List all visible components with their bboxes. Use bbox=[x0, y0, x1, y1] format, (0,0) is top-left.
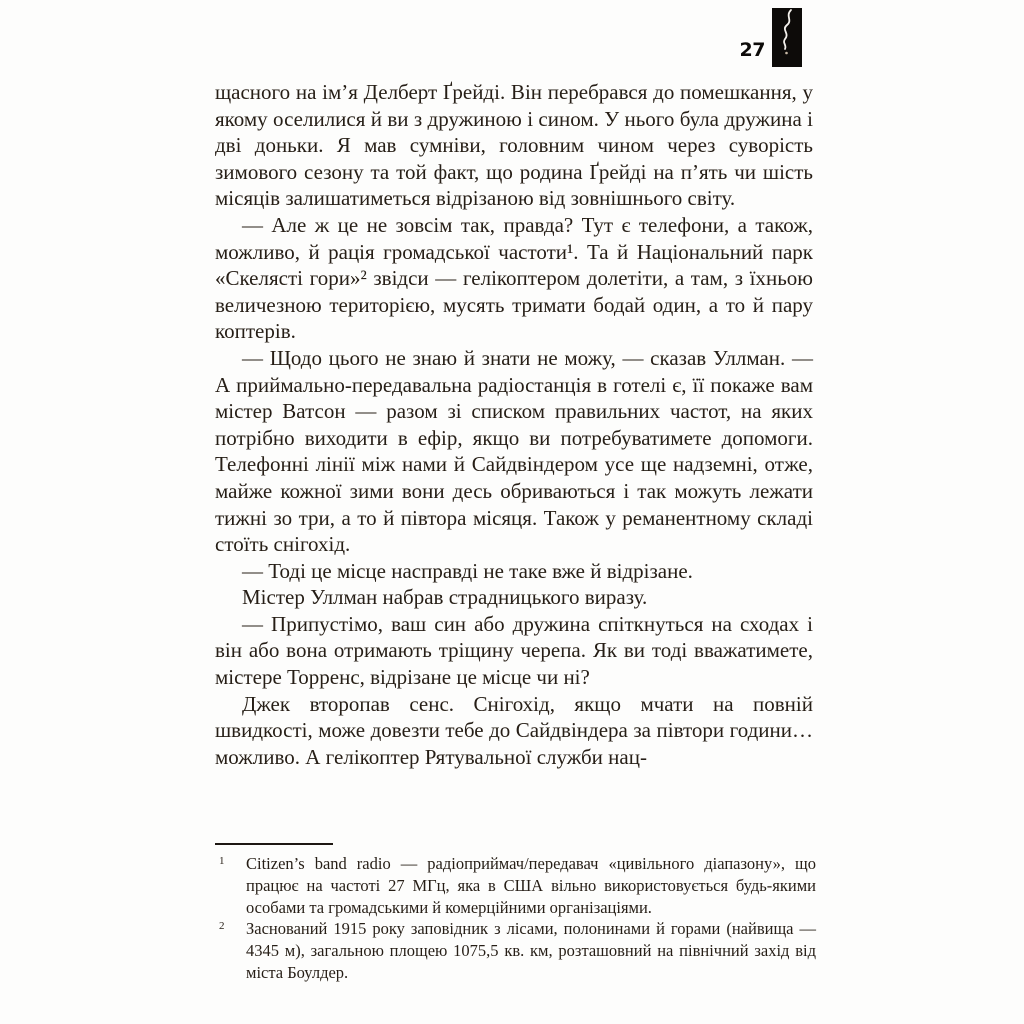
paragraph: Джек второпав сенс. Снігохід, якщо мчати на повній швидкості, може довезти тебе до Сайдвіндера за півтори години… можливо. А гелікоптер Рятувальної служби нац- bbox=[215, 691, 813, 769]
footnote-list bbox=[215, 853, 816, 984]
footnote-marker: 2 bbox=[219, 920, 225, 933]
paragraph: Містер Уллман набрав страдницького виразу. bbox=[242, 585, 648, 610]
page-number: 27 bbox=[739, 39, 765, 61]
paragraph: — Тоді це місце насправді не таке вже й відрізане. bbox=[242, 558, 693, 583]
page-header bbox=[740, 8, 802, 67]
body-text bbox=[215, 79, 813, 770]
footnote-text: Citizen’s band radio — радіоприймач/передавач «цивільного діапазону», що працює на частоті 27 МГц, яка в США вільно використовується будь-якими особами та громадськими й комерційними організаціями. bbox=[246, 854, 816, 917]
paragraph: — Щодо цього не знаю й знати не можу, — сказав Уллман. — А приймально-передавальна радіостанція в готелі є, її покаже вам містер Ватсон — разом зі списком правильних частот, на яких потрібно виходити в ефір, якщо ви потребуватимете допомоги. Телефонні лінії між нами й Сайдвіндером усе ще надземні, отже, майже кожної зими вони десь обриваються і так можуть лежати тижні зо три, а то й півтора місяця. Також у реманентному складі стоїть снігохід. bbox=[215, 345, 813, 557]
paragraph: — Припустімо, ваш син або дружина спіткнуться на сходах і він або вона отримають тріщину черепа. Як ви тоді вважатимете, містере Торренс, відрізане це місце чи ні? bbox=[215, 611, 813, 690]
footnote-item bbox=[215, 918, 816, 983]
footnote-item bbox=[215, 853, 816, 918]
paragraph: — Але ж це не зовсім так, правда? Тут є телефони, а також, можливо, й рація громадської частоти¹. Та й Національний парк «Скелясті гори»² звідси — гелікоптером долетіти, а там, з їхньою величезною територією, мусять тримати бодай один, а то й пару коптерів. bbox=[215, 212, 813, 344]
smoke-squiggle-icon bbox=[772, 8, 802, 67]
footnotes-section bbox=[215, 843, 816, 984]
footnote-marker: 1 bbox=[219, 855, 225, 867]
paragraph: щасного на ім’я Делберт Ґрейді. Він перебрався до помешкання, у якому оселилися й ви з дружиною і сином. У нього була дружина і дві доньки. Я мав сумніви, головним чином через суворість зимового сезону та той факт, що родина Ґрейді на п’ять чи шість місяців залишатиметься відрізаною від зовнішнього світу. bbox=[215, 80, 813, 211]
footnote-separator bbox=[215, 843, 333, 845]
footnote-text: Заснований 1915 року заповідник з лісами, полонинами й горами (найвища — 4345 м), загальною площею 1075,5 кв. км, розташовний на північний захід від міста Боулдер. bbox=[246, 919, 816, 982]
